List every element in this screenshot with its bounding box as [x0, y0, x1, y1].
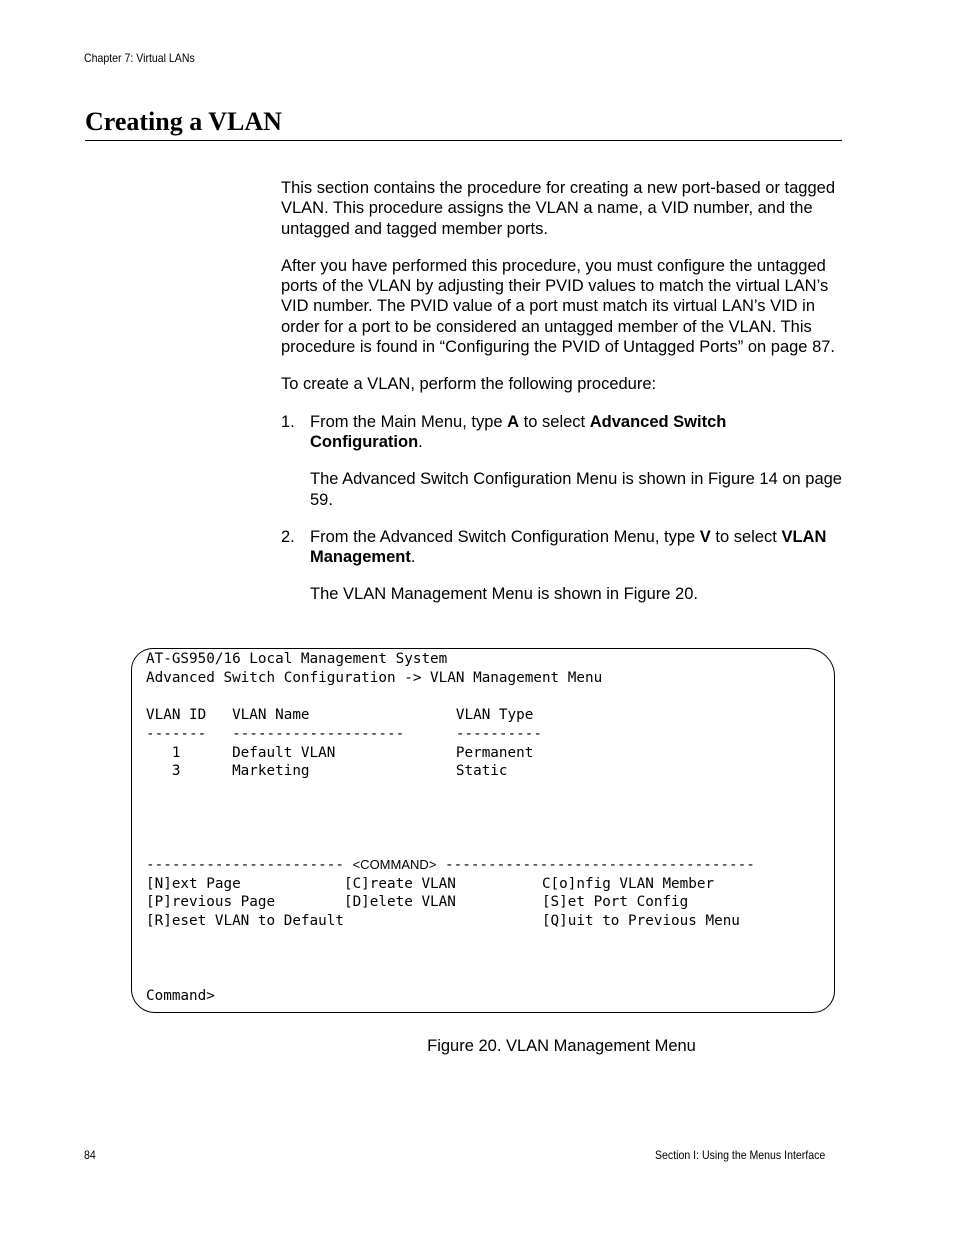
step-instruction: [310, 527, 843, 568]
command-label: <COMMAND>: [352, 857, 437, 872]
page-number: 84: [84, 1148, 96, 1162]
step-text: to select: [519, 412, 590, 431]
intro-paragraph: This section contains the procedure for creating a new port-based or tagged VLAN. This procedure assigns the VLAN a name, a VID number, and the untagged and tagged member ports.: [281, 179, 835, 238]
footer-section: Section I: Using the Menus Interface: [655, 1148, 826, 1162]
menu-options-row: [N]ext Page [C]reate VLAN C[o]nfig VLAN Member: [146, 876, 715, 892]
figure-caption: Figure 20. VLAN Management Menu: [427, 1037, 696, 1055]
command-rule-right: ------------------------------------: [436, 857, 755, 873]
pvid-paragraph: After you have performed this procedure, you must configure the untagged ports of the VLAN by adjusting their PVID values to match the virtual LAN’s VID number. The PVID value of a port must match its virtual LAN’s VID in order for a port to be considered an untagged member of the VLAN. This procedure is found in “Configuring the PVID of Untagged Ports” on page 87.: [281, 256, 836, 357]
command-divider: [146, 856, 755, 875]
step-target: VLAN Management: [310, 527, 827, 567]
command-rule-left: -----------------------: [146, 857, 353, 873]
vlan-table-header: VLAN ID VLAN Name VLAN Type: [146, 707, 534, 723]
procedure-lead: To create a VLAN, perform the following procedure:: [281, 375, 657, 394]
title-rule: [85, 140, 842, 141]
running-header: Chapter 7: Virtual LANs: [84, 51, 195, 65]
terminal-system-line: AT-GS950/16 Local Management System: [146, 651, 448, 667]
step-2: [281, 527, 843, 605]
step-number: 2.: [281, 527, 295, 546]
terminal-breadcrumb: Advanced Switch Configuration -> VLAN Management Menu: [146, 670, 603, 686]
step-number: 1.: [281, 412, 295, 431]
step-key: A: [507, 412, 520, 431]
step-note: The Advanced Switch Configuration Menu is shown in Figure 14 on page 59.: [310, 470, 842, 509]
step-text: From the Advanced Switch Configuration Menu, type: [310, 527, 700, 546]
terminal-screen: [131, 648, 835, 1013]
step-text: From the Main Menu, type: [310, 412, 508, 431]
menu-options-row: [R]eset VLAN to Default [Q]uit to Previous Menu: [146, 913, 740, 929]
menu-options-row: [P]revious Page [D]elete VLAN [S]et Port Config: [146, 894, 689, 910]
step-text: to select: [710, 527, 782, 546]
step-text: .: [418, 432, 423, 451]
body-text: [281, 178, 843, 622]
section-title: Creating a VLAN: [85, 107, 282, 136]
step-target: Advanced Switch Configuration: [310, 412, 727, 451]
step-instruction: [310, 412, 843, 453]
vlan-table-underline: ------- -------------------- ----------: [146, 726, 542, 742]
vlan-table-row: 3 Marketing Static: [146, 763, 508, 779]
command-prompt: Command>: [146, 988, 215, 1004]
step-note: The VLAN Management Menu is shown in Figure 20.: [310, 585, 698, 604]
step-text: .: [410, 548, 416, 567]
step-key: V: [699, 527, 711, 546]
procedure-steps: [281, 412, 843, 605]
vlan-table-row: 1 Default VLAN Permanent: [146, 745, 534, 761]
step-1: [281, 412, 843, 510]
